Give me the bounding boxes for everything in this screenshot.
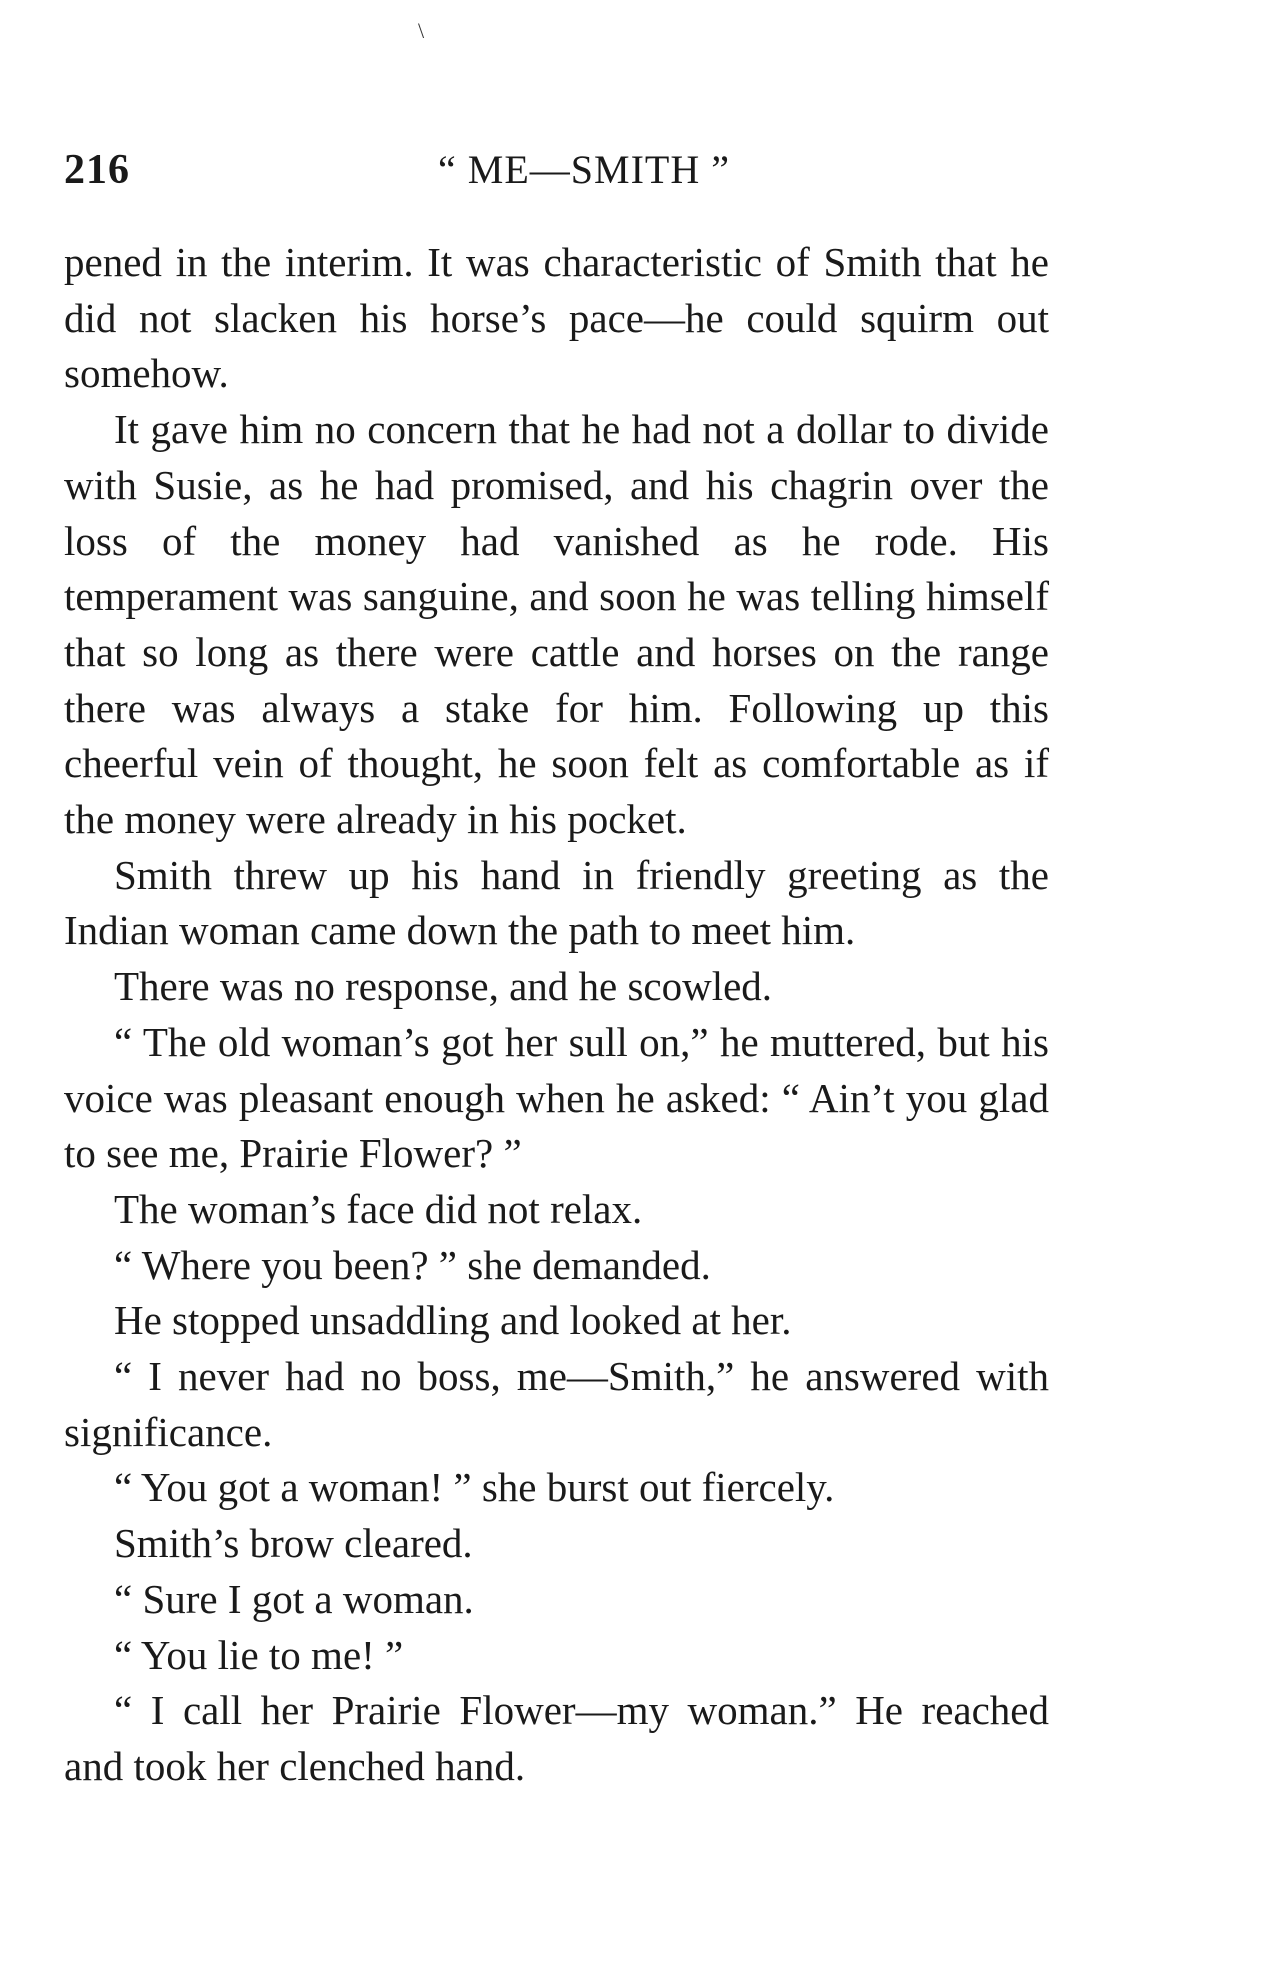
paragraph: “ I never had no boss, me—Smith,” he answered with significance. <box>64 1353 1049 1455</box>
paragraph: “ You got a woman! ” she burst out fiercely. <box>114 1464 835 1511</box>
body-text <box>64 235 1049 1795</box>
paragraph: The woman’s face did not relax. <box>114 1185 643 1232</box>
paragraph: “ I call her Prairie Flower—my woman.” He reached and took her clenched hand. <box>64 1687 1049 1789</box>
paragraph: Smith threw up his hand in friendly greeting as the Indian woman came down the path to meet him. <box>64 851 1049 954</box>
running-title: “ ME—SMITH ” <box>438 147 730 192</box>
paragraph: Smith’s brow cleared. <box>114 1520 473 1567</box>
page-header <box>64 140 1044 200</box>
paragraph: It gave him no concern that he had not a dollar to divide with Susie, as he had promised, and his chagrin over the loss of the money had vanished as he rode. His temperament was sanguine, and soon he was telling himself that so long as there were cattle and horses on the range there was always a stake for him. Following up this cheerful vein of thought, he soon felt as comfortable as if the money were already in his pocket. <box>64 406 1049 843</box>
paragraph: “ Where you been? ” she demanded. <box>114 1241 711 1288</box>
page-number: 216 <box>64 147 130 193</box>
top-mark: \ <box>418 18 425 43</box>
paragraph: “ The old woman’s got her sull on,” he muttered, but his voice was pleasant enough when he asked: “ Ain’t you glad to see me, Prairie Flower? ” <box>64 1018 1049 1177</box>
paragraph: He stopped unsaddling and looked at her. <box>114 1297 792 1344</box>
paragraph: There was no response, and he scowled. <box>114 963 773 1010</box>
paragraph: pened in the interim. It was characteristic of Smith that he did not slacken his horse’s pace—he could squirm out somehow. <box>64 239 1049 397</box>
paragraph: “ You lie to me! ” <box>114 1631 404 1678</box>
paragraph: “ Sure I got a woman. <box>114 1575 474 1622</box>
